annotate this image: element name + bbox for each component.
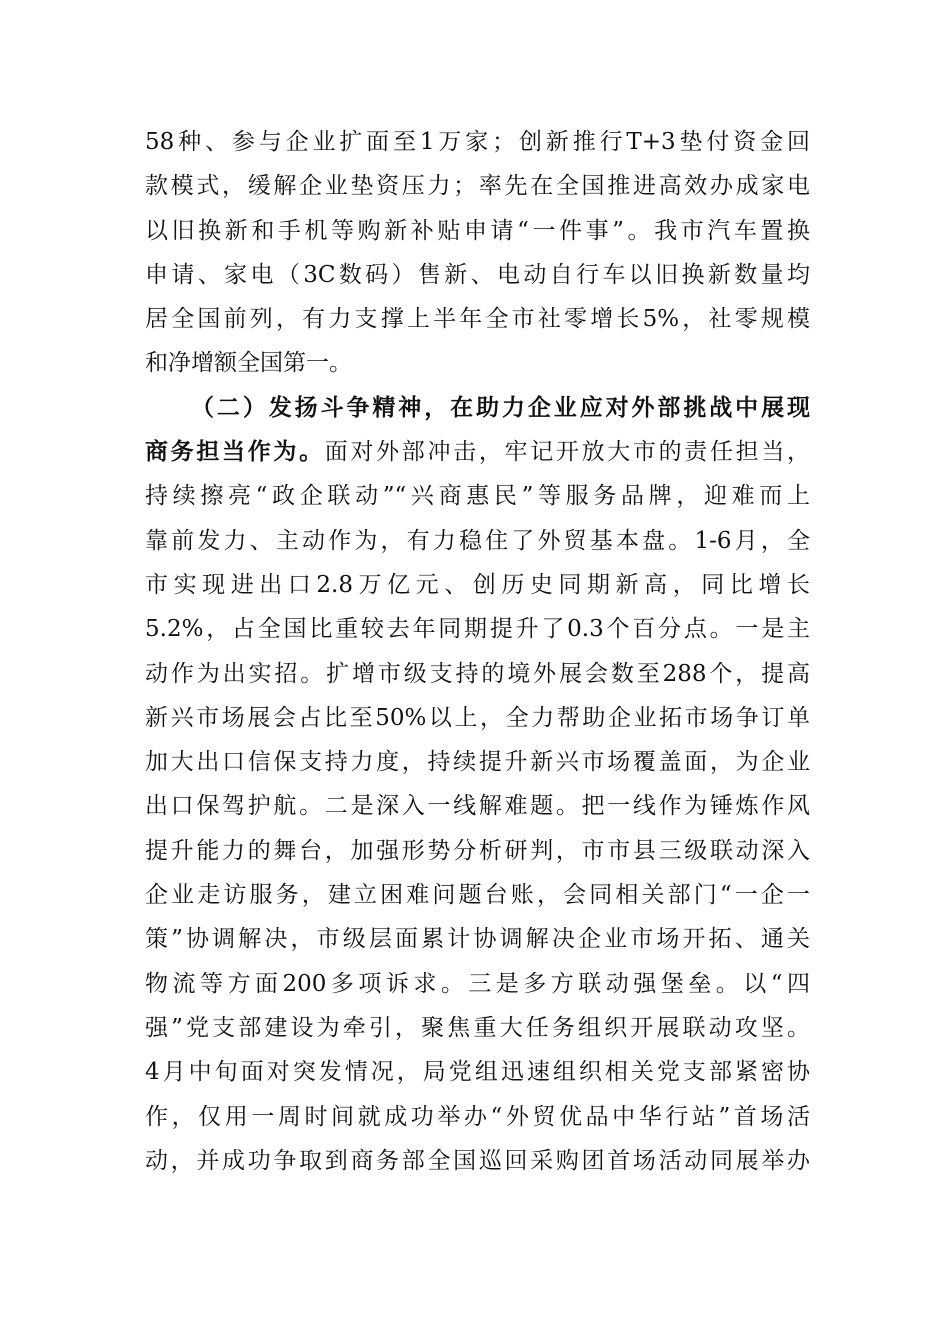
text-line: 强”党支部建设为牵引，聚焦重大任务组织开展联动攻坚。: [145, 1014, 810, 1041]
text-line: 58种、参与企业扩面至1万家；创新推行T+3垫付资金回: [145, 129, 810, 155]
document-body: [145, 120, 810, 1183]
text-line: 居全国前列，有力支撑上半年全市社零增长5%，社零规模: [145, 306, 810, 333]
text-line: 作，仅用一周时间就成功举办“外贸优品中华行站”首场活: [145, 1103, 810, 1130]
text-line: 加大出口信保支持力度，持续提升新兴市场覆盖面，为企业: [145, 749, 810, 776]
text-line: 动，并成功争取到商务部全国巡回采购团首场活动同展举办: [145, 1147, 810, 1174]
text-line: 市实现进出口2.8万亿元、创历史同期新高，同比增长: [145, 571, 810, 598]
text-span: 面对外部冲击，牢记开放大市的责任担当，: [324, 439, 810, 466]
text-line: 企业走访服务，建立困难问题台账，会同相关部门“一企一: [145, 882, 810, 909]
text-line: 和净增额全国第一。: [145, 350, 352, 377]
text-line: [145, 430, 810, 474]
text-line: 申请、家电（3C数码）售新、电动自行车以旧换新数量均: [145, 261, 810, 288]
text-line: 5.2%，占全国比重较去年同期提升了0.3个百分点。一是主: [145, 616, 810, 643]
section-heading: （二）发扬斗争精神，在助力企业应对外部挑战中展现: [191, 393, 810, 421]
text-line: 动作为出实招。扩增市级支持的境外展会数至288个，提高: [145, 660, 810, 687]
text-line: 4月中旬面对突发情况，局党组迅速组织相关党支部紧密协: [145, 1059, 810, 1086]
text-line: 靠前发力、主动作为，有力稳住了外贸基本盘。1-6月，全: [145, 527, 810, 554]
text-line: 以旧换新和手机等购新补贴申请“一件事”。我市汽车置换: [145, 217, 810, 244]
text-line: 提升能力的舞台，加强形势分析研判，市市县三级联动深入: [145, 837, 810, 864]
text-line: 款模式，缓解企业垫资压力；率先在全国推进高效办成家电: [145, 173, 810, 200]
text-line: 物流等方面200多项诉求。三是多方联动强堡垒。以“四: [145, 970, 810, 997]
text-line: 新兴市场展会占比至50%以上，全力帮助企业拓市场争订单: [145, 704, 810, 731]
text-line: 持续擦亮“政企联动”“兴商惠民”等服务品牌，迎难而上: [145, 483, 810, 510]
text-line: 策”协调解决，市级层面累计协调解决企业市场开拓、通关: [145, 926, 810, 953]
text-line: 出口保驾护航。二是深入一线解难题。把一线作为锤炼作风: [145, 793, 810, 820]
section-heading-cont: 商务担当作为。: [145, 438, 325, 466]
